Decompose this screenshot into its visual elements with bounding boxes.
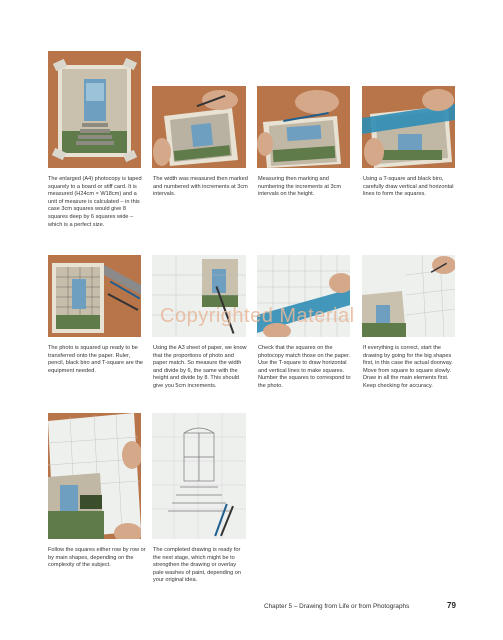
photo-tsquare-lines — [362, 86, 455, 168]
page-number: 79 — [447, 601, 456, 610]
caption-8: If everything is correct, start the drawing by going for the big shapes first, in this case the actual doorway. Move from square to square slowly. Draw in all the main elements first. Keep checking for accuracy. — [363, 345, 453, 389]
caption-10: The completed drawing is ready for the next stage, which might be to strengthen the drawing or overlay pale washes of paint, depending on your original idea. — [153, 547, 242, 584]
photo-measure-width — [152, 86, 246, 168]
photo-start-drawing — [362, 255, 455, 337]
caption-1: The enlarged (A4) photocopy is taped squarely to a board or stiff card. It is measured (H24cm × W18cm) and a unit of measure is calculated – in this case 3cm squares would give 8 squares deep by 6 squares wide – which is a perfect size. — [48, 176, 142, 228]
chapter-footer: Chapter 5 – Drawing from Life or from Photographs — [264, 603, 410, 610]
caption-2: The width was measured then marked and numbered with increments at 3cm intervals. — [153, 176, 248, 198]
caption-3: Measuring then marking and numbering the increments at 3cm intervals on the height. — [258, 176, 342, 198]
copyright-watermark: Copyrighted Material — [160, 305, 355, 327]
photo-completed-drawing — [152, 413, 246, 539]
photo-squared-up-equipment — [48, 255, 141, 337]
photo-taped-photocopy — [48, 51, 141, 168]
caption-6: Using the A3 sheet of paper, we know that the proportions of photo and paper match. So measure the width and divide by 6, the same with the height and divide by 8. This should give you 5cm increments. — [153, 345, 247, 389]
caption-4: Using a T-square and black biro, carefully draw vertical and horizontal lines to form the squares. — [363, 176, 454, 198]
photo-follow-squares — [48, 413, 141, 539]
caption-5: The photo is squared up ready to be transferred onto the paper. Ruler, pencil, black biro and T-square are the equipment needed. — [48, 345, 144, 374]
caption-9: Follow the squares either row by row or by main shapes, depending on the complexity of the subject. — [48, 547, 146, 569]
photo-measure-height — [257, 86, 350, 168]
caption-7: Check that the squares on the photocopy match those on the paper. Use the T-square to draw horizontal and vertical lines to make squares. Number the squares to correspond to the photo. — [258, 345, 351, 389]
